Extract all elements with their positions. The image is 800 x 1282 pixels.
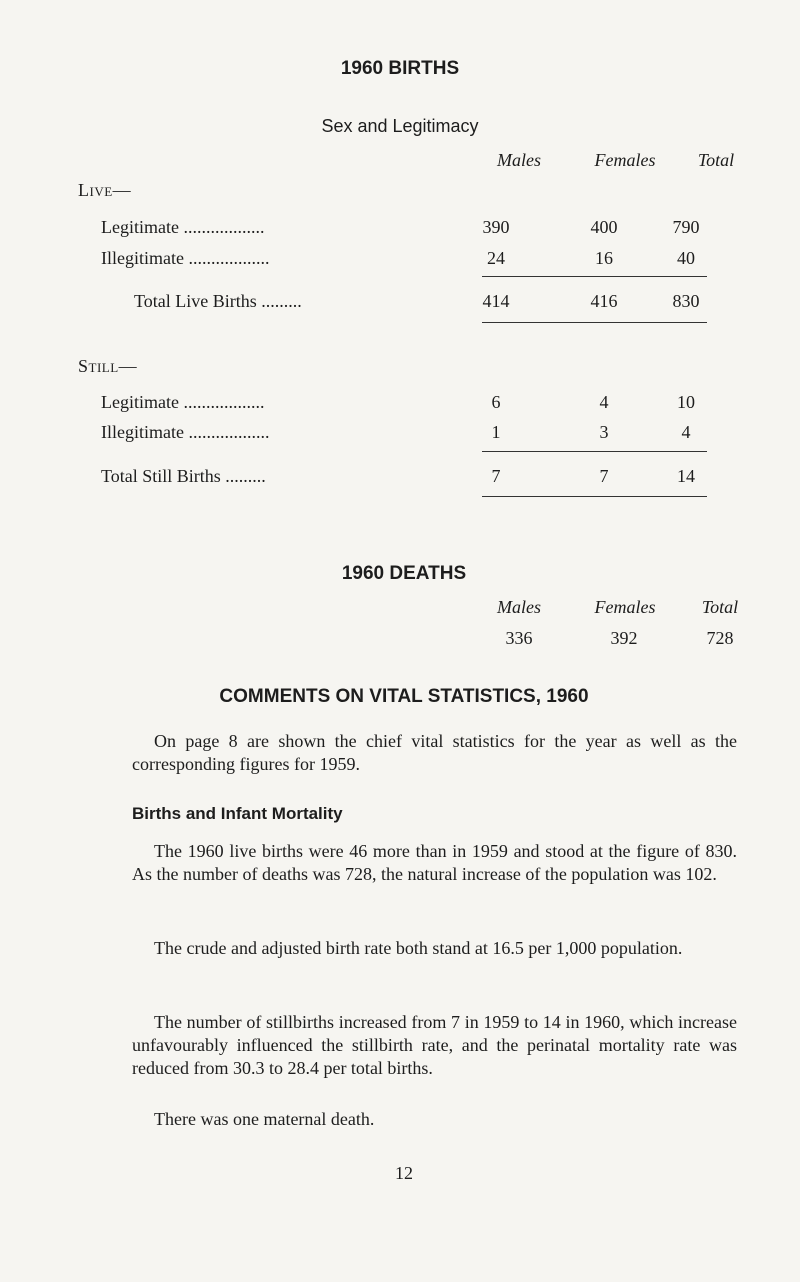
still-legitimate-label: Legitimate .................. bbox=[101, 392, 265, 412]
total-still-births-males: 7 bbox=[491, 466, 501, 486]
page-number: 12 bbox=[395, 1163, 413, 1183]
total-still-births-label: Total Still Births ......... bbox=[101, 466, 266, 486]
total-still-births-females: 7 bbox=[599, 466, 609, 486]
live-total-rule bbox=[482, 322, 707, 323]
paragraph-maternal-death: There was one maternal death. bbox=[154, 1109, 375, 1129]
paragraph-live-births: The 1960 live births were 46 more than in 1959 and stood at the figure of 830. As the number of deaths was 728, the natural increase of the population was 102. bbox=[132, 841, 737, 884]
comments-title: COMMENTS ON VITAL STATISTICS, 1960 bbox=[219, 686, 589, 707]
total-live-births-total: 830 bbox=[672, 291, 700, 311]
live-legitimate-total: 790 bbox=[672, 217, 700, 237]
births-title: 1960 BIRTHS bbox=[340, 58, 460, 79]
deaths-total-value: 728 bbox=[706, 628, 734, 648]
deaths-col-total: Total bbox=[701, 597, 739, 617]
deaths-col-females: Females bbox=[594, 597, 656, 617]
total-live-births-females: 416 bbox=[590, 291, 618, 311]
still-total-rule bbox=[482, 496, 707, 497]
still-section-label: Still— bbox=[78, 356, 138, 376]
deaths-title: 1960 DEATHS bbox=[341, 563, 467, 584]
live-illegitimate-label: Illegitimate .................. bbox=[101, 248, 270, 268]
live-illegitimate-females: 16 bbox=[595, 248, 613, 268]
deaths-females-value: 392 bbox=[610, 628, 638, 648]
paragraph-stillbirths: The number of stillbirths increased from 7 in 1959 to 14 in 1960, which increase unfavourably influenced the stillbirth rate, and the perinatal mortality rate was reduced from 30.3 to 28.4 per total births. bbox=[132, 1012, 737, 1078]
deaths-males-value: 336 bbox=[505, 628, 533, 648]
paragraph-birth-rate: The crude and adjusted birth rate both stand at 16.5 per 1,000 population. bbox=[154, 938, 683, 958]
col-males-header: Males bbox=[497, 150, 541, 170]
live-section-label: Live— bbox=[78, 180, 132, 200]
births-subtitle: Sex and Legitimacy bbox=[321, 116, 479, 136]
live-legitimate-females: 400 bbox=[590, 217, 618, 237]
col-total-header: Total bbox=[697, 150, 735, 170]
live-legitimate-label: Legitimate .................. bbox=[101, 217, 265, 237]
live-illegitimate-total: 40 bbox=[677, 248, 695, 268]
still-legitimate-males: 6 bbox=[491, 392, 501, 412]
still-legitimate-total: 10 bbox=[677, 392, 695, 412]
still-subtotal-rule bbox=[482, 451, 707, 452]
live-illegitimate-males: 24 bbox=[487, 248, 505, 268]
deaths-col-males: Males bbox=[497, 597, 541, 617]
still-illegitimate-females: 3 bbox=[599, 422, 609, 442]
live-subtotal-rule bbox=[482, 276, 707, 277]
still-illegitimate-total: 4 bbox=[681, 422, 691, 442]
col-females-header: Females bbox=[594, 150, 656, 170]
still-legitimate-females: 4 bbox=[599, 392, 609, 412]
total-live-births-label: Total Live Births ......... bbox=[134, 291, 302, 311]
section-heading-births: Births and Infant Mortality bbox=[132, 804, 343, 823]
live-legitimate-males: 390 bbox=[482, 217, 510, 237]
total-live-births-males: 414 bbox=[482, 291, 510, 311]
comments-intro: On page 8 are shown the chief vital statistics for the year as well as the corresponding figures for 1959. bbox=[132, 731, 737, 774]
still-illegitimate-label: Illegitimate .................. bbox=[101, 422, 270, 442]
still-illegitimate-males: 1 bbox=[491, 422, 501, 442]
total-still-births-total: 14 bbox=[677, 466, 695, 486]
